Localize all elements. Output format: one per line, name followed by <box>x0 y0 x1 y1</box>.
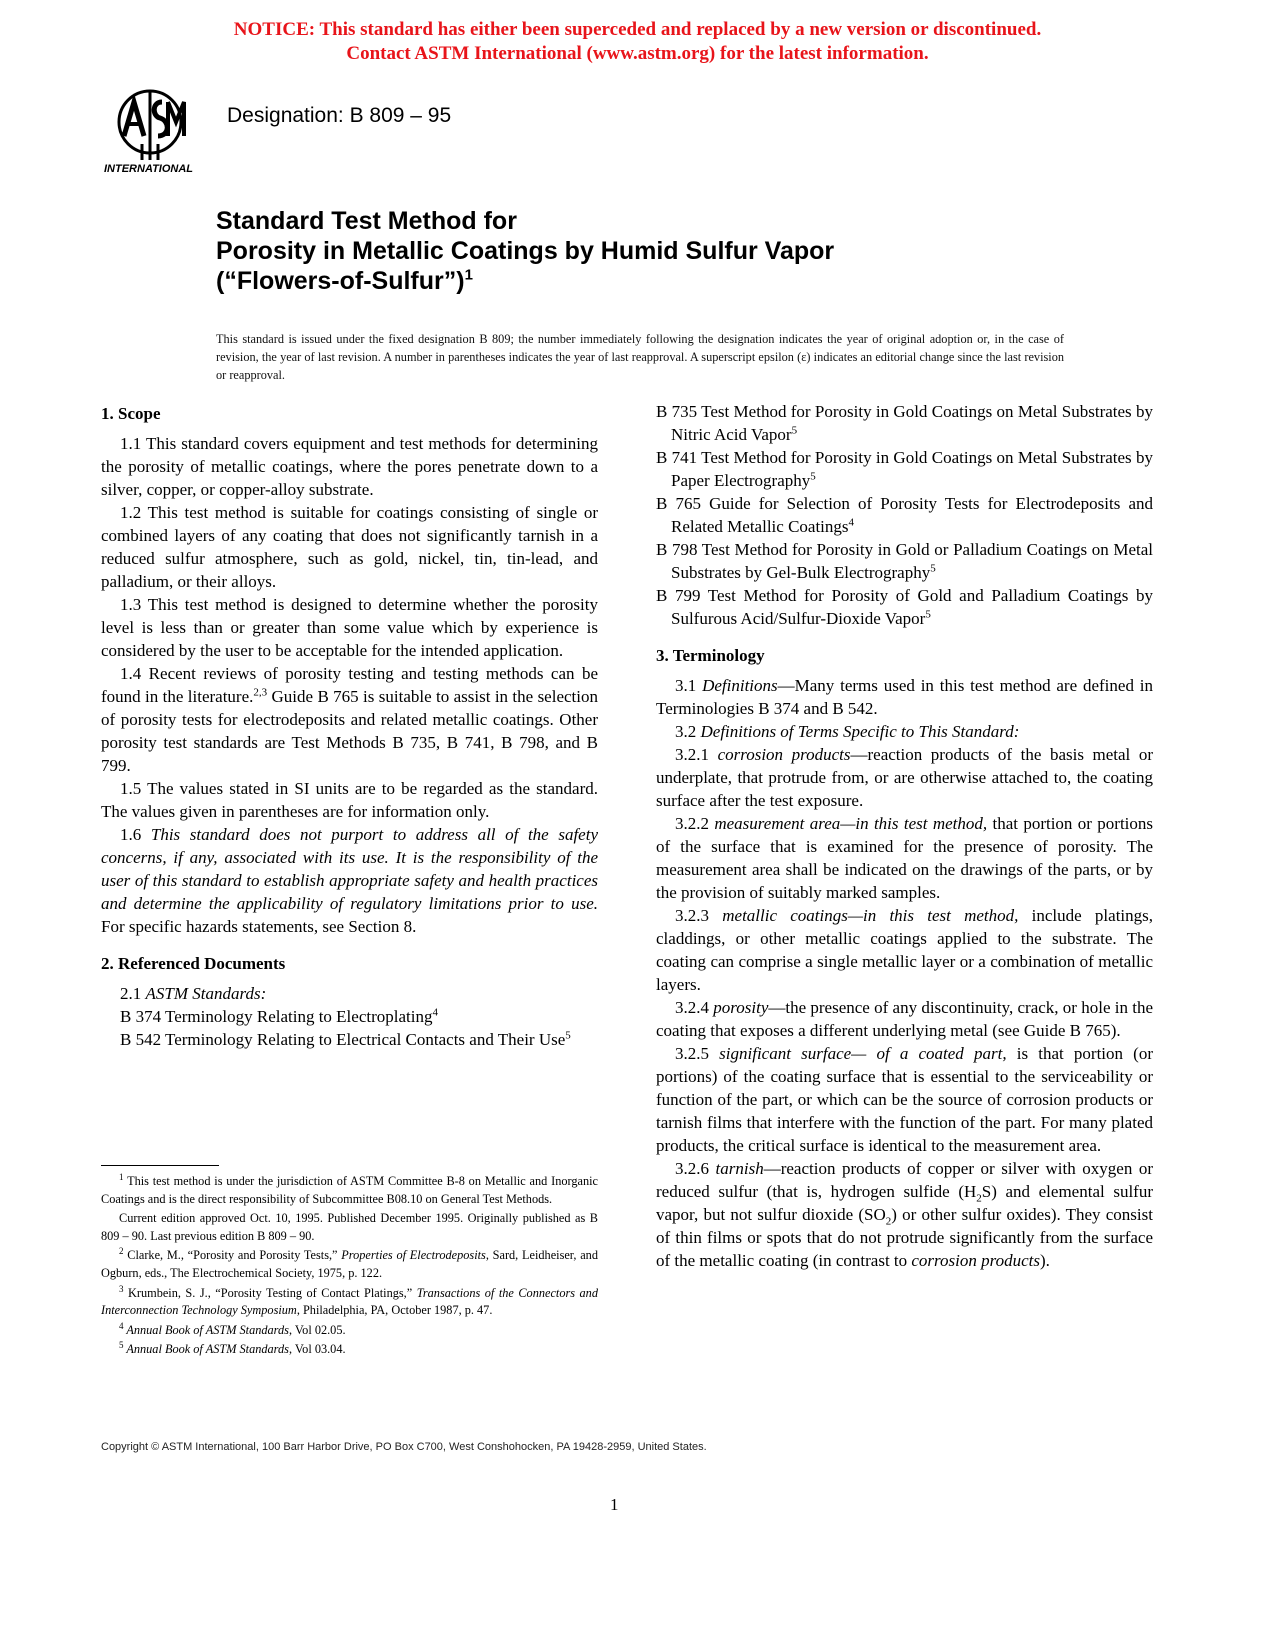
issue-note: This standard is issued under the fixed designation B 809; the number immediately following the designation indicates the year of original adoption or, in the case of revision, the year of last revision. A number in parentheses indicates the year of last reapproval. A superscript epsilon (ε) indicates an editorial change since the last revision or reapproval. <box>216 332 1064 382</box>
footnote-2: $^2$ Clarke, M., “Porosity and Porosity Tests,” Properties of Electrodeposits, Sard, Leidheiser, and Ogburn, eds., The Electrochemical Society, 1975, p. 122. <box>101 1246 598 1280</box>
scope-para-6: 1.6 This standard does not purport to address all of the safety concerns, if any, associated with its use. It is the responsibility of the user of this standard to establish appropriate safety and health practices and determine the applicability of regulatory limitations prior to use. For specific hazards statements, see Section 8. <box>101 825 598 936</box>
definition-3-2-2: 3.2.2 measurement area—in this test method, that portion or portions of the surface that is examined for the presence of porosity. The measurement area shall be indicated on the drawings of the parts, or by the provision of suitably marked samples. <box>656 814 1154 902</box>
footnote-1: $^1$ This test method is under the jurisdiction of ASTM Committee B-8 on Metallic and Inorganic Coatings and is the direct responsibility of Subcommittee B08.10 on General Test Methods. <box>101 1171 598 1206</box>
definition-3-2-6: 3.2.6 tarnish—reaction products of copper or silver with oxygen or reduced sulfur (that is, hydrogen sulfide $(H_2S)$ and elemental sulfur vapor, but not sulfur dioxide $(SO_2)$ or other sulfur oxides). They consist of thin films or spots that do not protrude significantly from the surface of the metallic coating (in contrast to corrosion products). <box>656 1159 1154 1270</box>
scope-para-4: 1.4 Recent reviews of porosity testing and testing methods can be found in the literature.$^{2,3}$ Guide B 765 is suitable to assist in the selection of porosity tests for electrodeposits and related metallic coatings. Other porosity test standards are Test Methods B 735, B 741, B 798, and B 799. <box>101 664 598 775</box>
title-footnote-mark: 1 <box>464 266 473 284</box>
title-line-3: (“Flowers-of-Sulfur”)$^1$ <box>216 266 473 295</box>
designation: Designation: B 809 – 95 <box>227 104 452 127</box>
right-column <box>656 400 1153 1272</box>
definition-3-2-5: 3.2.5 significant surface— of a coated part, is that portion (or portions) of the coating surface that is essential to the serviceability or function of the part, or which can be the source of corrosion products or tarnish films that interfere with the function of the part. For many plated products, the critical surface is identical to the measurement area. <box>656 1044 1154 1155</box>
notice-line-1: NOTICE: This standard has either been superceded and replaced by a new version or discontinued. <box>233 19 1042 40</box>
title-line-2: Porosity in Metallic Coatings by Humid Sulfur Vapor <box>216 237 835 265</box>
definition-3-2-3: 3.2.3 metallic coatings—in this test method, include platings, claddings, or other metallic coatings applied to the substrate. The coating can comprise a single metallic layer or a combination of metallic layers. <box>656 906 1154 994</box>
ref-item-b735: B 735 Test Method for Porosity in Gold Coatings on Metal Substrates by Nitric Acid Vapor$^5$ <box>656 402 1153 444</box>
footnotes <box>101 1173 598 1361</box>
referenced-subheading: 2.1 ASTM Standards: <box>120 984 267 1003</box>
footnote-rule <box>101 1165 219 1166</box>
ref-item-b799: B 799 Test Method for Porosity of Gold and Palladium Coatings by Sulfurous Acid/Sulfur-Dioxide Vapor$^5$ <box>656 586 1153 628</box>
ref-item-b765: B 765 Guide for Selection of Porosity Tests for Electrodeposits and Related Metallic Coatings$^4$ <box>656 494 1153 536</box>
ref-item-b741: B 741 Test Method for Porosity in Gold Coatings on Metal Substrates by Paper Electrography$^5$ <box>656 448 1153 490</box>
definition-3-1: 3.1 Definitions—Many terms used in this test method are defined in Terminologies B 374 and B 542. <box>656 676 1153 718</box>
ref-item-b374: B 374 Terminology Relating to Electroplating$^4$ <box>120 1006 438 1026</box>
scope-para-3: 1.3 This test method is designed to determine whether the porosity level is less than or greater than some value which by experience is considered by the user to be acceptable for the intended application. <box>101 595 598 660</box>
definition-3-2-4: 3.2.4 porosity—the presence of any discontinuity, crack, or hole in the coating that exposes a different underlying metal (see Guide B 765). <box>656 998 1154 1040</box>
ref-item-b542: B 542 Terminology Relating to Electrical Contacts and Their Use$^5$ <box>120 1029 571 1049</box>
logo-text: INTERNATIONAL <box>104 163 194 174</box>
astm-international-logo <box>104 88 200 174</box>
title-line-1: Standard Test Method for <box>216 207 517 235</box>
scope-para-5: 1.5 The values stated in SI units are to be regarded as the standard. The values given in parentheses are for information only. <box>101 779 598 821</box>
section-heading-terminology: 3. Terminology <box>656 646 765 665</box>
left-column <box>101 400 598 1051</box>
footnote-3: $^3$ Krumbein, S. J., “Porosity Testing of Contact Platings,” Transactions of the Connectors and Interconnection Technology Symposium, Philadelphia, PA, October 1987, p. 47. <box>101 1283 598 1318</box>
footnote-4: $^4$ Annual Book of ASTM Standards, Vol 02.05. <box>119 1320 346 1337</box>
astm-logo-mark <box>119 91 184 160</box>
section-heading-referenced: 2. Referenced Documents <box>101 954 286 973</box>
document-title <box>216 206 834 296</box>
scope-para-1: 1.1 This standard covers equipment and test methods for determining the porosity of metallic coatings, where the pores penetrate down to a silver, copper, or copper-alloy substrate. <box>101 434 598 499</box>
notice-banner <box>0 18 1275 66</box>
page-number: 1 <box>610 1495 619 1514</box>
ref-item-b798: B 798 Test Method for Porosity in Gold or Palladium Coatings on Metal Substrates by Gel-Bulk Electrography$^5$ <box>656 540 1153 582</box>
definition-3-2-1: 3.2.1 corrosion products—reaction products of the basis metal or underplate, that protrude from, or are otherwise attached to, the coating surface after the test exposure. <box>656 745 1153 810</box>
section-heading-scope: 1. Scope <box>101 404 161 423</box>
footnote-1b: Current edition approved Oct. 10, 1995. Published December 1995. Originally published as B 809 – 90. Last previous edition B 809 – 90. <box>101 1211 598 1243</box>
notice-line-2: Contact ASTM International (www.astm.org) for the latest information. <box>346 43 929 64</box>
footnote-5: $^5$ Annual Book of ASTM Standards, Vol 03.04. <box>119 1340 346 1357</box>
definition-3-2: 3.2 Definitions of Terms Specific to This Standard: <box>675 722 1020 741</box>
scope-para-2: 1.2 This test method is suitable for coatings consisting of single or combined layers of any coating that does not significantly tarnish in a reduced sulfur atmosphere, such as gold, nickel, tin, tin-lead, and palladium, or their alloys. <box>101 503 598 591</box>
copyright-line: Copyright © ASTM International, 100 Barr Harbor Drive, PO Box C700, West Conshohocken, PA 19428-2959, United States. <box>101 1441 707 1453</box>
